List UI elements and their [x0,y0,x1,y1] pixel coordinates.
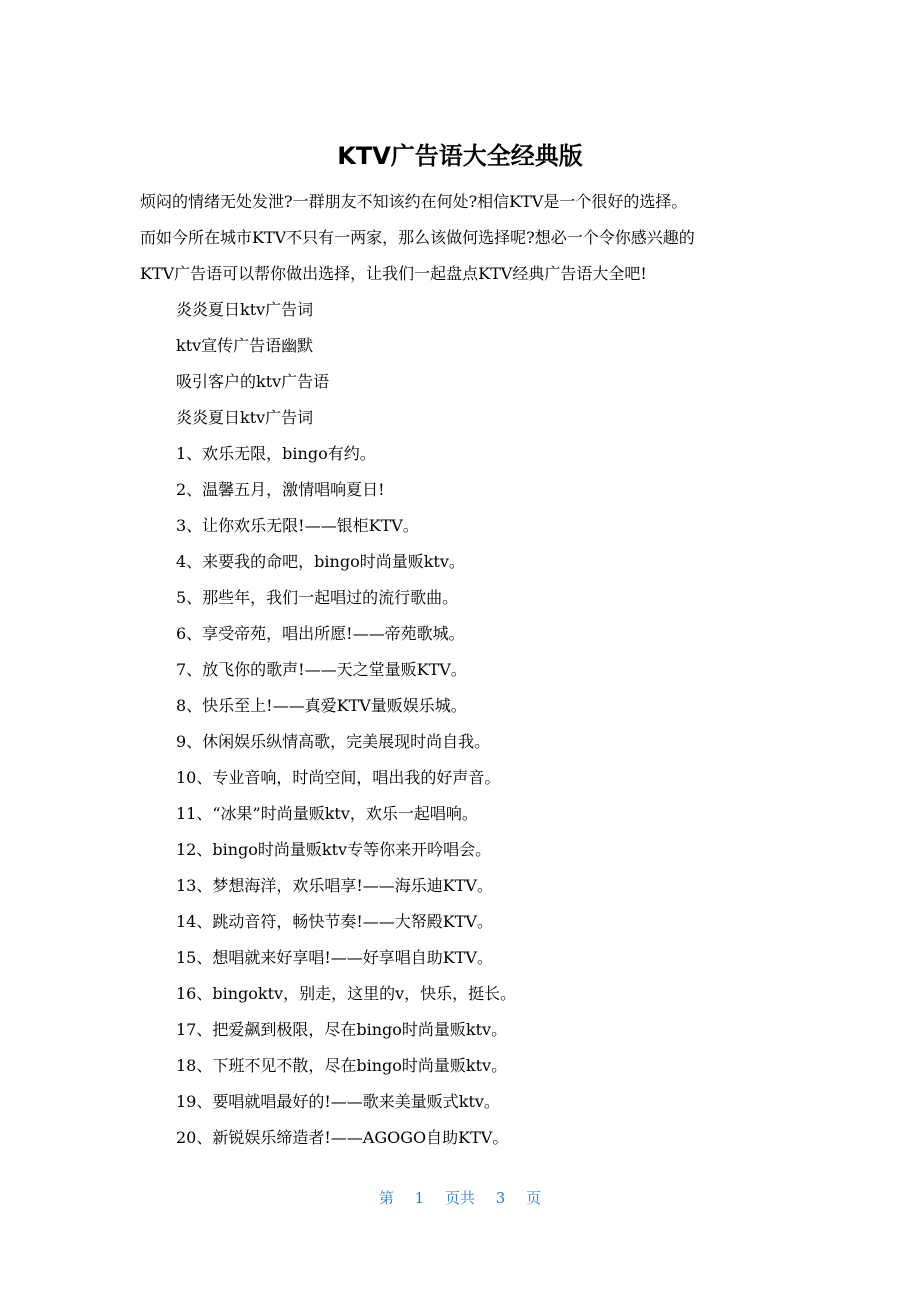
list-item: 7、放飞你的歌声!——天之堂量贩KTV。 [176,660,467,679]
list-item: 14、跳动音符，畅快节奏!——大帑殿KTV。 [176,912,493,931]
page-footer [0,1184,920,1212]
list-item: 20、新锐娱乐缔造者!——AGOGO自助KTV。 [176,1128,509,1147]
intro-line: 而如今所在城市KTV不只有一两家，那么该做何选择呢?想必一个令你感兴趣的 [140,228,695,247]
slogan-list [176,292,816,1156]
list-item: ktv宣传广告语幽默 [176,336,314,355]
list-item: 17、把爱飙到极限，尽在bingo时尚量贩ktv。 [176,1020,508,1039]
list-item: 4、来要我的命吧，bingo时尚量贩ktv。 [176,552,465,571]
list-item: 9、休闲娱乐纵情高歌，完美展现时尚自我。 [176,732,491,751]
list-item: 1、欢乐无限，bingo有约。 [176,444,376,463]
footer-suffix: 页 [526,1189,542,1207]
footer-middle: 页共 [444,1189,475,1207]
list-item: 15、想唱就来好享唱!——好享唱自助KTV。 [176,948,493,967]
intro-line: KTV广告语可以帮你做出选择，让我们一起盘点KTV经典广告语大全吧! [140,264,647,283]
intro-paragraph [140,184,790,292]
list-item: 炎炎夏日ktv广告词 [176,408,314,427]
list-item: 6、享受帝苑，唱出所愿!——帝苑歌城。 [176,624,465,643]
intro-line: 烦闷的情绪无处发泄?一群朋友不知该约在何处?相信KTV是一个很好的选择。 [140,192,688,211]
document-title: KTV广告语大全经典版 [337,142,583,170]
list-item: 5、那些年，我们一起唱过的流行歌曲。 [176,588,459,607]
list-item: 3、让你欢乐无限!——银柜KTV。 [176,516,419,535]
list-item: 13、梦想海洋，欢乐唱享!——海乐迪KTV。 [176,876,493,895]
list-item: 10、专业音响，时尚空间，唱出我的好声音。 [176,768,501,787]
list-item: 8、快乐至上!——真爱KTV量贩娱乐城。 [176,696,467,715]
list-item: 18、下班不见不散，尽在bingo时尚量贩ktv。 [176,1056,508,1075]
footer-page-number: 1 [414,1189,425,1207]
footer-total-pages: 3 [495,1189,506,1207]
list-item: 16、bingoktv，别走，这里的v，快乐，挺长。 [176,984,517,1003]
list-item: 炎炎夏日ktv广告词 [176,300,314,319]
footer-prefix: 第 [378,1189,394,1207]
list-item: 19、要唱就唱最好的!——歌来美量贩式ktv。 [176,1092,500,1111]
list-item: 12、bingo时尚量贩ktv专等你来开吟唱会。 [176,840,492,859]
list-item: 2、温馨五月，激情唱响夏日! [176,480,385,499]
list-item: 11、“冰果”时尚量贩ktv，欢乐一起唱响。 [176,804,478,823]
list-item: 吸引客户的ktv广告语 [176,372,330,391]
